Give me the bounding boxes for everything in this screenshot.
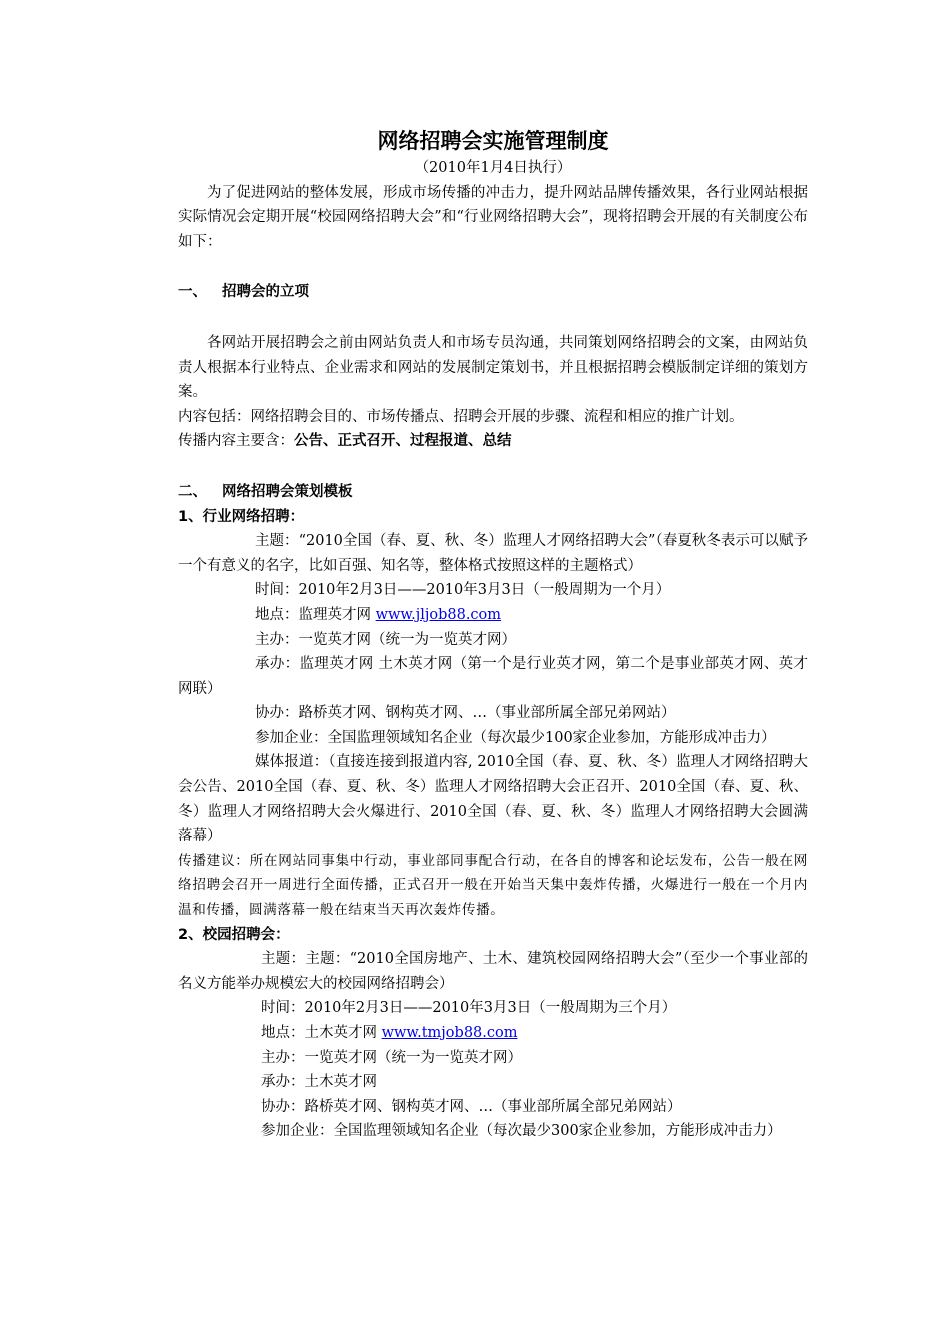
industry-place-label: 地点：监理英才网	[255, 606, 376, 623]
section-1-paragraph-3	[178, 429, 808, 454]
section-2-number: 二、	[178, 483, 207, 500]
tmjob88-link[interactable]: www.tmjob88.com	[381, 1025, 518, 1041]
industry-time: 时间：2010年2月3日——2010年3月3日（一般周期为一个月）	[255, 582, 671, 599]
campus-time: 时间：2010年2月3日——2010年3月3日（一般周期为三个月）	[261, 1000, 677, 1017]
campus-recruitment-heading: 2、校园招聘会：	[178, 926, 290, 943]
section-1-paragraph-2: 内容包括：网络招聘会目的、市场传播点、招聘会开展的步骤、流程和相应的推广计划。	[178, 408, 744, 425]
campus-theme: 主题：主题：“2010全国房地产、土木、建筑校园网络招聘大会”（至少一个事业部的名义方能举办规模宏大的校园网络招聘会）	[178, 951, 808, 992]
campus-place	[178, 1021, 808, 1046]
section-1-title: 招聘会的立项	[222, 284, 309, 301]
campus-co-organizer: 协办：路桥英才网、钢构英才网、…（事业部所属全部兄弟网站）	[261, 1098, 682, 1115]
industry-organizer: 承办：监理英才网 土木英才网（第一个是行业英才网，第二个是事业部英才网、英才网联）	[178, 656, 808, 697]
document-title: 网络招聘会实施管理制度	[377, 128, 609, 153]
industry-place	[178, 603, 808, 628]
campus-organizer: 承办：土木英才网	[261, 1074, 377, 1091]
section-1-number: 一、	[178, 284, 207, 301]
jljob88-link[interactable]: www.jljob88.com	[375, 606, 502, 623]
document-content	[178, 126, 808, 1144]
section-2-title: 网络招聘会策划模板	[222, 483, 353, 500]
spread-content-label: 传播内容主要含：	[178, 433, 294, 450]
industry-co-organizer: 协办：路桥英才网、钢构英才网、…（事业部所属全部兄弟网站）	[255, 705, 676, 722]
intro-paragraph: 为了促进网站的整体发展，形成市场传播的冲击力，提升网站品牌传播效果，各行业网站根据实际情况会定期开展“校园网络招聘大会”和“行业网络招聘大会”，现将招聘会开展的有关制度公布如下：	[178, 184, 808, 250]
industry-spread-suggestion: 传播建议：所在网站同事集中行动，事业部同事配合行动，在各自的博客和论坛发布，公告一般在网络招聘会召开一周进行全面传播，正式召开一般在开始当天集中轰炸传播，火爆进行一般在一个月内温和传播，圆满落幕一般在结束当天再次轰炸传播。	[178, 852, 808, 919]
industry-theme: 主题：“2010全国（春、夏、秋、冬）监理人才网络招聘大会”（春夏秋冬表示可以赋予一个有意义的名字，比如百强、知名等，整体格式按照这样的主题格式）	[178, 533, 808, 574]
section-2-heading	[178, 480, 808, 505]
industry-companies: 参加企业：全国监理领域知名企业（每次最少100家企业参加，方能形成冲击力）	[255, 729, 776, 746]
industry-recruitment-heading: 1、行业网络招聘：	[178, 508, 305, 525]
effective-date: （2010年1月4日执行）	[414, 160, 572, 176]
campus-companies: 参加企业：全国监理领域知名企业（每次最少300家企业参加，方能形成冲击力）	[261, 1123, 782, 1140]
section-1-paragraph-1: 各网站开展招聘会之前由网站负责人和市场专员沟通，共同策划网络招聘会的文案，由网站负责人根据本行业特点、企业需求和网站的发展制定策划书，并且根据招聘会模版制定详细的策划方案。	[178, 334, 808, 401]
industry-media: 媒体报道：（直接连接到报道内容, 2010全国（春、夏、秋、冬）监理人才网络招聘大会公告、2010全国（春、夏、秋、冬）监理人才网络招聘大会正召开、2010全国（春、夏、秋、冬）监理人才网络招聘大会火爆进行、2010全国（春、夏、秋、冬）监理人才网络招聘大会圆满落幕）	[178, 754, 808, 845]
campus-place-label: 地点：土木英才网	[261, 1025, 382, 1041]
spread-content-highlight: 公告、正式召开、过程报道、总结	[294, 433, 512, 450]
campus-host: 主办：一览英才网（统一为一览英才网）	[261, 1049, 522, 1066]
section-1-heading	[178, 280, 808, 305]
industry-host: 主办：一览英才网（统一为一览英才网）	[255, 631, 516, 648]
